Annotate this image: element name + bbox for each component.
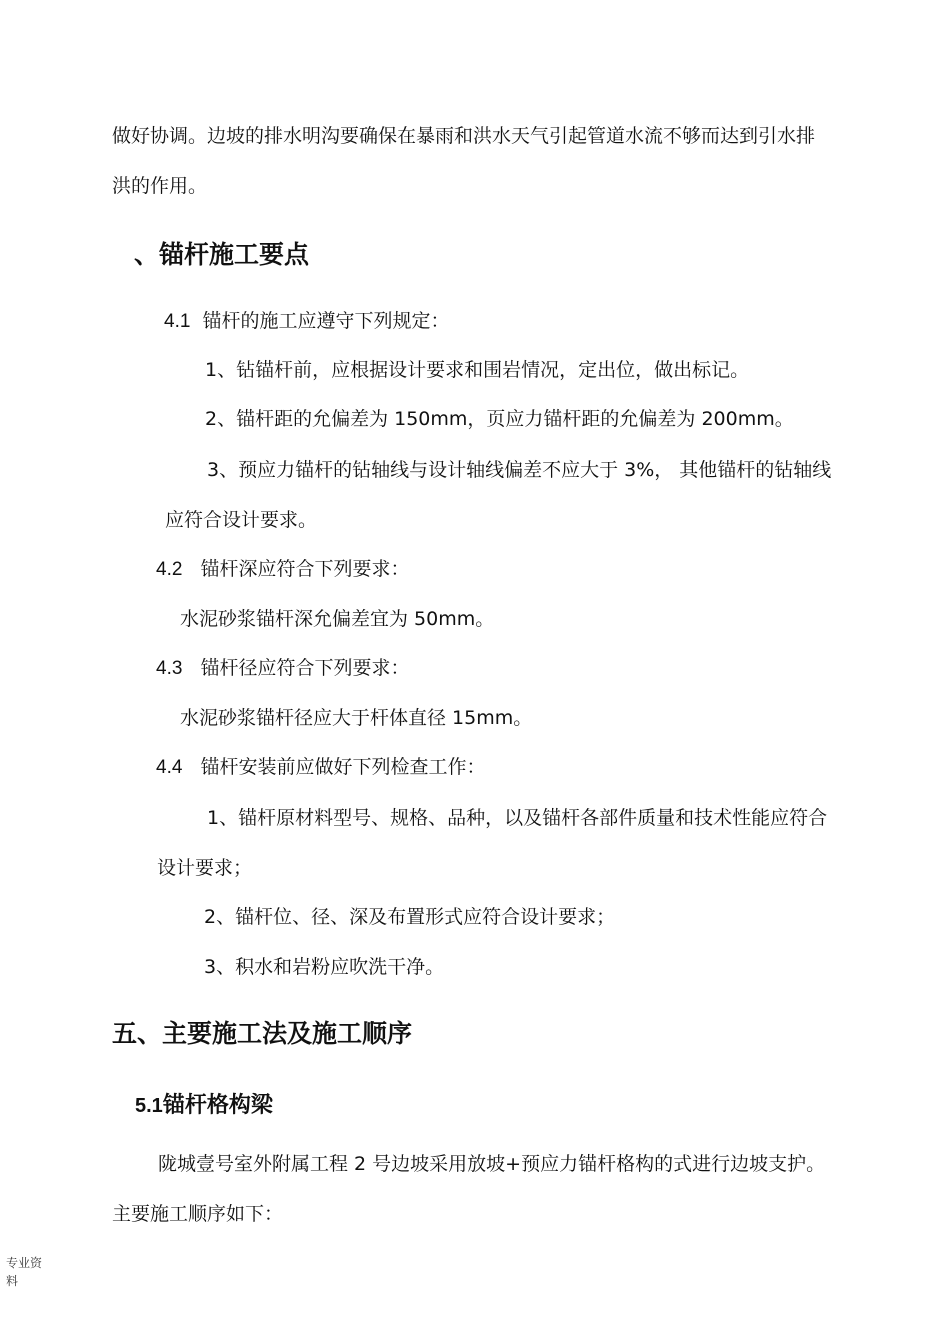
subsection-4-1-heading — [164, 308, 450, 335]
subsection-4-2-title: 锚杆深应符合下列要求： — [200, 558, 410, 580]
check-4-4-item-1-continued: 设计要求； — [157, 857, 253, 879]
paragraph-drainage-line-1: 做好协调。边坡的排水明沟要确保在暴雨和洪水天气引起管道水流不够而达到引水排 — [112, 125, 816, 147]
subsection-4-4-title: 锚杆安装前应做好下列检查工作： — [200, 756, 486, 778]
subsection-4-4-heading — [156, 754, 486, 781]
subsection-4-1-number: 4.1 — [164, 311, 191, 332]
check-4-4-item-1: 1、锚杆原材料型号、规格、品种，以及锚杆各部件质量和技术性能应符合 — [207, 807, 828, 829]
footer-label: 专业资料 — [6, 1256, 43, 1288]
subsection-4-2-heading — [156, 556, 410, 583]
subsection-4-1-title: 锚杆的施工应遵守下列规定： — [202, 310, 450, 332]
rule-4-1-item-3: 3、预应力锚杆的钻轴线与设计轴线偏差不应大于 3%， 其他锚杆的钻轴线 — [207, 459, 832, 481]
rule-4-1-item-3-continued: 应符合设计要求。 — [165, 509, 318, 531]
subsection-5-1-body-line-1: 陇城壹号室外附属工程 2 号边坡采用放坡+预应力锚杆格构的式进行边坡支护。 — [158, 1153, 826, 1175]
check-4-4-item-2: 2、锚杆位、径、深及布置形式应符合设计要求； — [204, 906, 616, 928]
section-4-heading: 、锚杆施工要点 — [134, 240, 310, 269]
paragraph-drainage-line-2: 洪的作用。 — [112, 175, 208, 197]
rule-4-1-item-2: 2、锚杆距的允偏差为 150mm，页应力锚杆距的允偏差为 200mm。 — [205, 408, 794, 430]
subsection-4-2-number: 4.2 — [156, 559, 183, 580]
subsection-4-3-title: 锚杆径应符合下列要求： — [200, 657, 410, 679]
section-5-heading: 五、主要施工法及施工顺序 — [112, 1019, 413, 1048]
subsection-5-1-number: 5.1 — [135, 1095, 163, 1117]
subsection-5-1-body-line-2: 主要施工顺序如下： — [112, 1203, 284, 1225]
subsection-4-3-heading — [156, 655, 410, 682]
subsection-5-1-heading — [135, 1091, 273, 1121]
subsection-4-4-number: 4.4 — [156, 757, 183, 778]
rule-4-1-item-1: 1、钻锚杆前，应根据设计要求和围岩情况，定出位，做出标记。 — [205, 359, 750, 381]
subsection-4-3-number: 4.3 — [156, 658, 183, 679]
check-4-4-item-3: 3、积水和岩粉应吹洗干净。 — [204, 956, 445, 978]
subsection-5-1-title: 锚杆格构梁 — [162, 1093, 273, 1118]
subsection-4-3-body: 水泥砂浆锚杆径应大于杆体直径 15mm。 — [180, 707, 533, 729]
subsection-4-2-body: 水泥砂浆锚杆深允偏差宜为 50mm。 — [180, 608, 495, 630]
